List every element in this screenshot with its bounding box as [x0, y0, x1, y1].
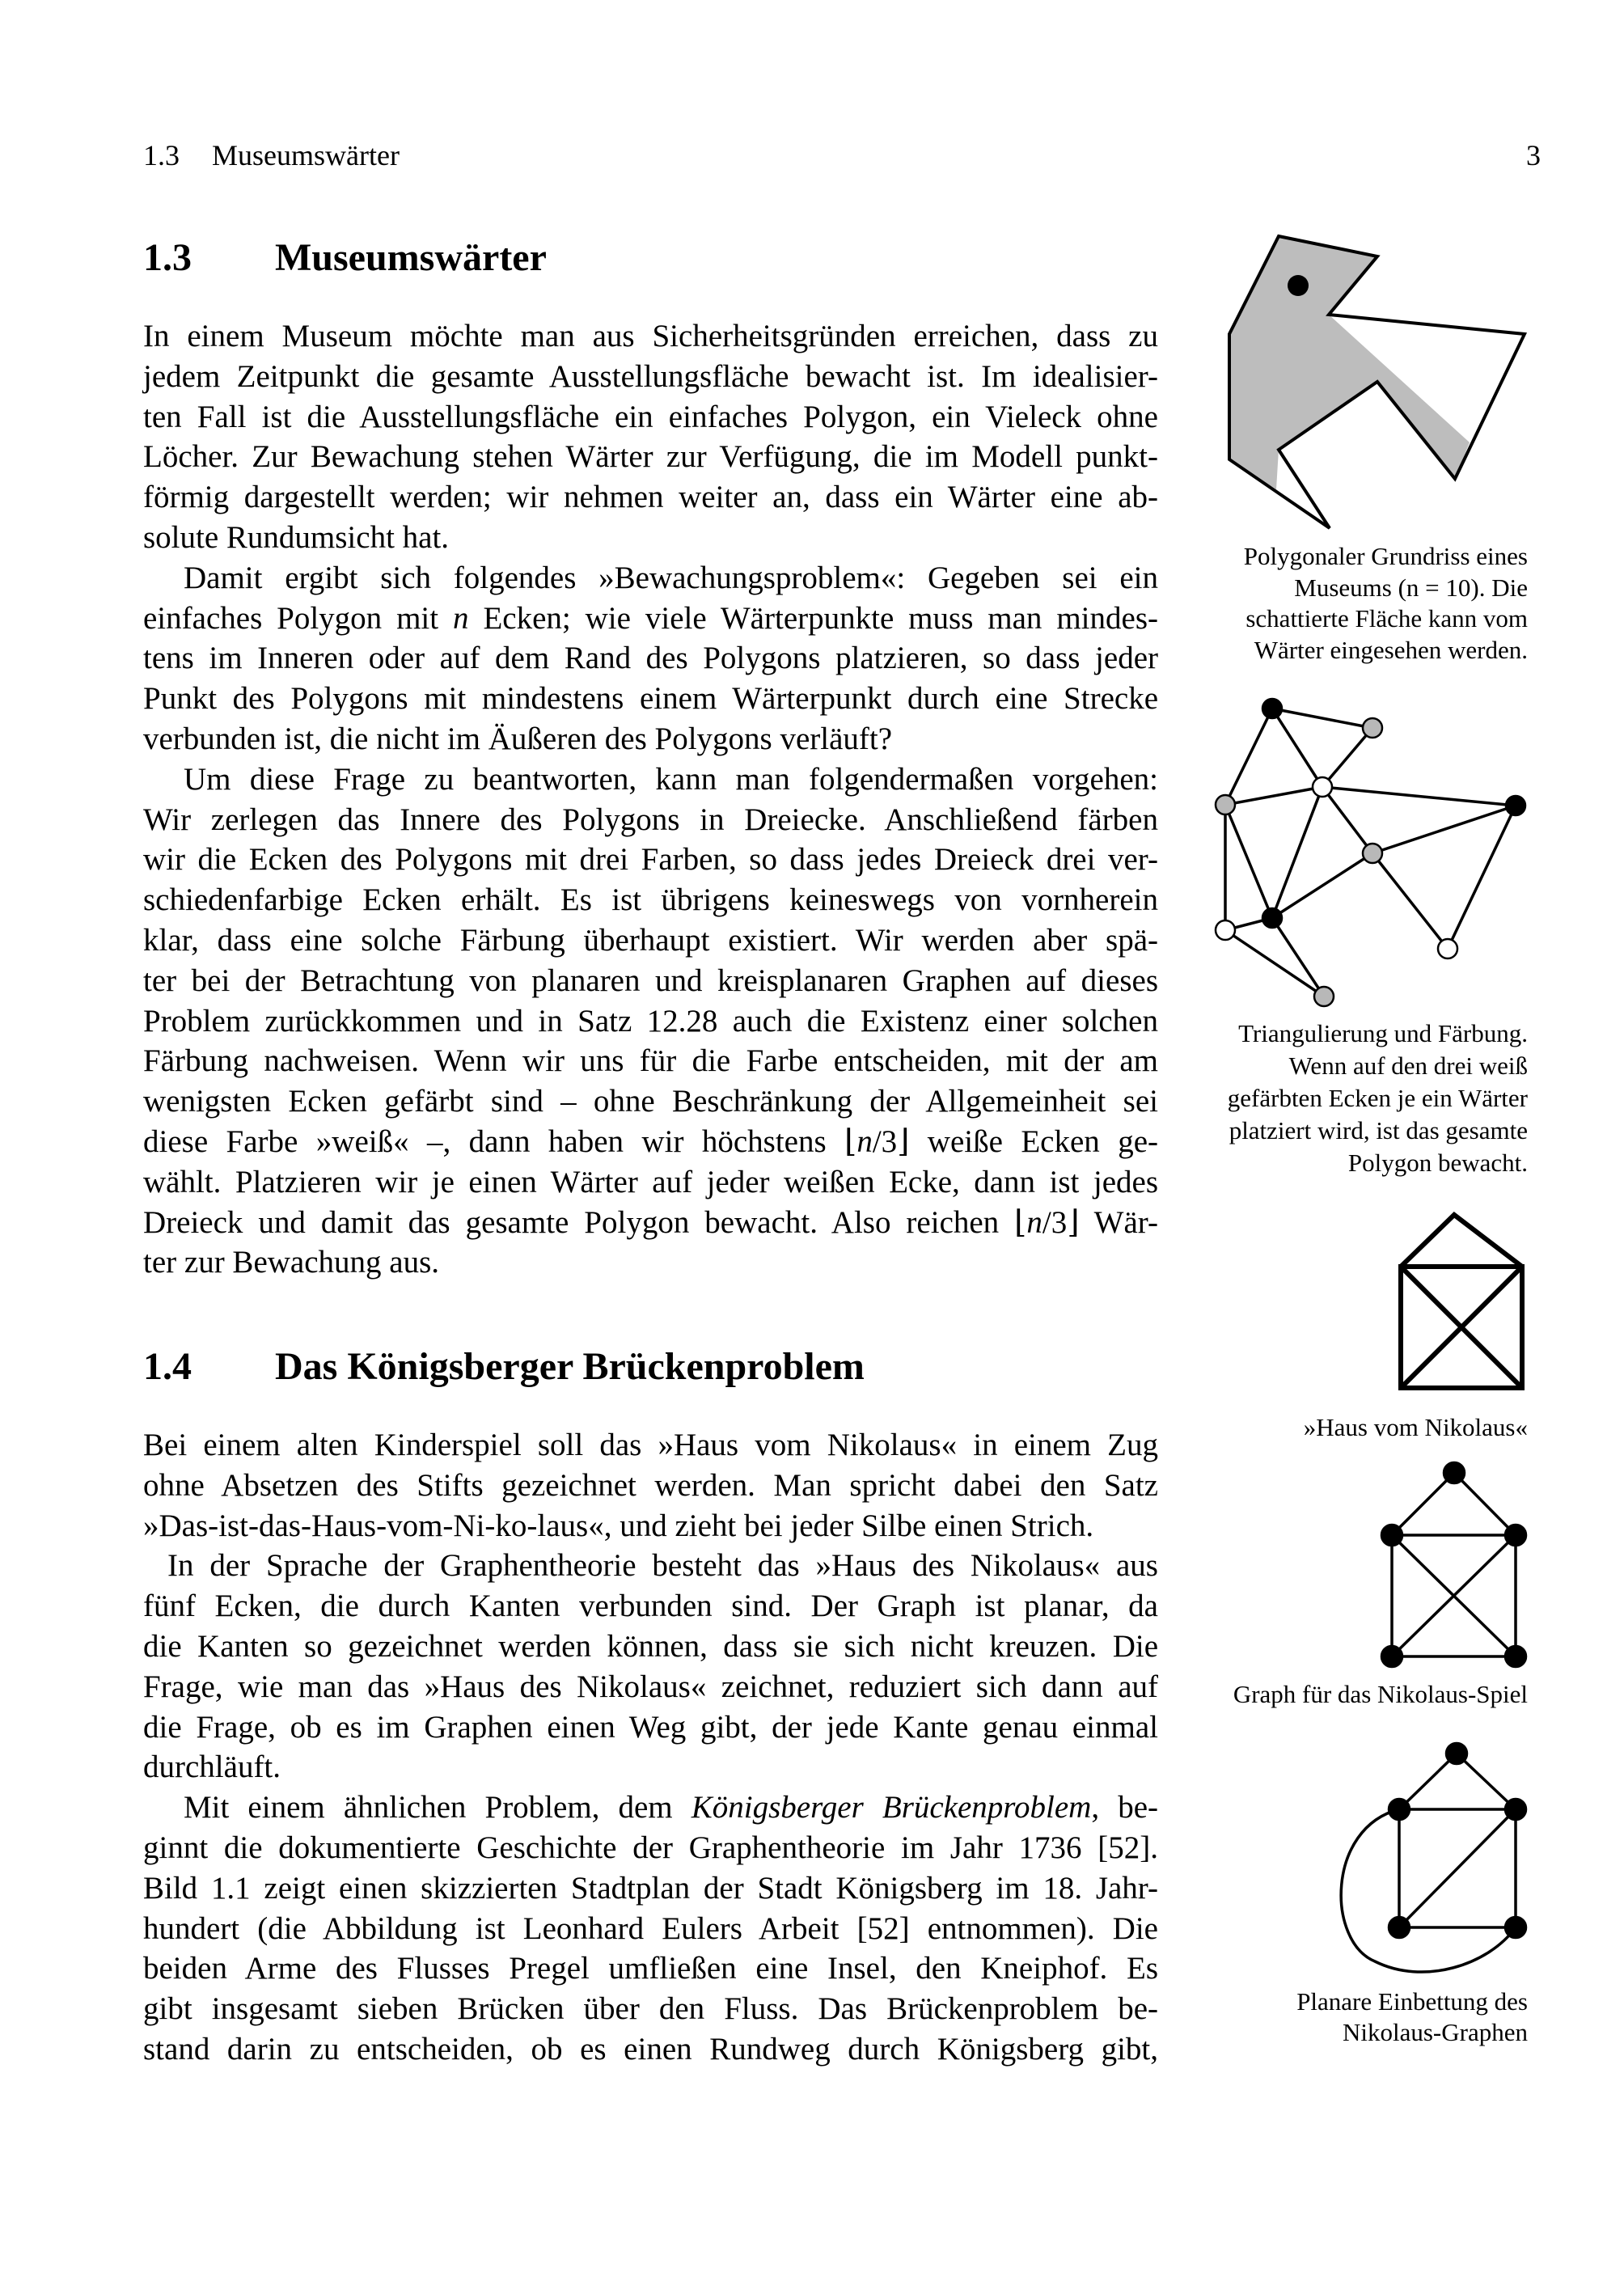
graph-edge — [1272, 709, 1372, 728]
graph-edge — [1392, 1473, 1454, 1535]
text-segment: Problem zurückkommen und in Satz 12.28 auch die Existenz einer solchen — [143, 1003, 1158, 1039]
caption-line: gefärbten Ecken je ein Wärter — [1227, 1084, 1528, 1112]
text-segment: Löcher. Zur Bewachung stehen Wärter zur Verfügung, die im Modell punkt- — [143, 439, 1158, 475]
black-vertex — [1381, 1646, 1402, 1667]
white-vertex — [1438, 939, 1457, 958]
house-caption: »Haus vom Nikolaus« — [1303, 1413, 1528, 1441]
graph-edge — [1272, 787, 1322, 918]
text-segment: ten Fall ist die Ausstellungsfläche ein einfaches Polygon, ein Vieleck ohne — [143, 399, 1158, 434]
black-vertex — [1505, 1917, 1526, 1938]
graph-edge — [1272, 853, 1372, 918]
text-segment: Ecken; wie viele Wärterpunkte muss man mindes- — [468, 600, 1158, 636]
black-vertex — [1506, 796, 1525, 815]
text-segment: einfaches Polygon mit — [143, 600, 454, 636]
text-segment: förmig dargestellt werden; wir nehmen weiter an, dass ein Wärter eine ab- — [143, 480, 1158, 515]
graph-edge — [1372, 806, 1516, 853]
text-segment: fünf Ecken, die durch Kanten verbunden sind. Der Graph ist planar, da — [143, 1589, 1158, 1624]
museum-polygon-figure — [1229, 236, 1525, 528]
text-segment: Damit ergibt sich folgendes »Bewachungsproblem«: Gegeben sei ein — [184, 560, 1158, 595]
house-of-nikolaus-drawing — [1401, 1215, 1522, 1388]
text-segment: Färbung nachweisen. Wenn wir uns für die Farbe entscheiden, mit der am — [143, 1043, 1158, 1079]
graph-edge — [1272, 918, 1324, 996]
caption-line: Triangulierung und Färbung. — [1238, 1019, 1528, 1047]
gray-vertex — [1216, 795, 1235, 814]
caption-line: platziert wird, ist das gesamte — [1229, 1116, 1528, 1144]
caption-line: Nikolaus-Graphen — [1343, 2018, 1528, 2046]
guard-point — [1288, 275, 1309, 296]
page-number: 3 — [1526, 139, 1541, 171]
caption-line: Wärter eingesehen werden. — [1254, 635, 1528, 664]
graph-edge — [1322, 728, 1372, 787]
text-segment: wählt. Platzieren wir je einen Wärter auf jeder weißen Ecke, dann ist jedes — [143, 1164, 1158, 1199]
graph-edge — [1225, 709, 1272, 805]
caption-line: Polygonaler Grundriss eines — [1243, 542, 1528, 570]
section-title-1-3: Museumswärter — [275, 236, 547, 279]
graph-edge — [1225, 805, 1272, 918]
text-segment: Punkt des Polygons mit mindestens einem Wärterpunkt durch eine Strecke — [143, 681, 1158, 717]
text-segment: jedem Zeitpunkt die gesamte Ausstellungsfläche bewacht ist. Im idealisier- — [143, 358, 1158, 394]
white-vertex — [1216, 920, 1235, 940]
text-segment: In einem Museum möchte man aus Sicherheitsgründen erreichen, dass zu — [143, 319, 1158, 353]
text-segment: In der Sprache der Graphentheorie besteht das »Haus des Nikolaus« aus — [167, 1548, 1158, 1584]
text-segment: Bild 1.1 zeigt einen skizzierten Stadtplan der Stadt Königsberg im 18. Jahr- — [143, 1870, 1158, 1906]
house-roof — [1401, 1215, 1522, 1267]
nikolaus-graph-figure — [1381, 1462, 1526, 1667]
running-head-number: 1.3 — [143, 139, 180, 171]
graph-edge — [1399, 1754, 1457, 1809]
text-segment: /3⌋ Wär- — [1042, 1204, 1158, 1240]
text-segment: ginnt die dokumentierte Geschichte der Graphentheorie im Jahr 1736 [52]. — [143, 1830, 1158, 1865]
section-number-1-3: 1.3 — [143, 236, 192, 279]
text-segment: gibt insgesamt sieben Brücken über den Fluss. Das Brückenproblem be- — [143, 1991, 1158, 2027]
italic-text: n — [1026, 1204, 1042, 1240]
text-segment: Bei einem alten Kinderspiel soll das »Haus vom Nikolaus« in einem Zug — [143, 1428, 1158, 1462]
italic-text: Königsberger Brückenproblem — [691, 1790, 1092, 1826]
graph-caption: Graph für das Nikolaus-Spiel — [1233, 1680, 1528, 1708]
text-segment: stand darin zu entscheiden, ob es einen Rundweg durch Königsberg gibt, — [143, 2032, 1158, 2067]
black-vertex — [1505, 1525, 1526, 1546]
text-segment: wir die Ecken des Polygons mit drei Farben, so dass jedes Dreieck drei ver- — [143, 842, 1158, 878]
caption-line: Planare Einbettung des — [1296, 1987, 1528, 2016]
text-segment: die Kanten so gezeichnet werden können, dass sie sich nicht kreuzen. Die — [143, 1629, 1158, 1664]
section-title-1-4: Das Königsberger Brückenproblem — [275, 1345, 865, 1388]
graph-edge — [1322, 787, 1516, 806]
text-segment: /3⌋ weiße Ecken ge- — [872, 1124, 1158, 1159]
text-segment: die Frage, ob es im Graphen einen Weg gibt, der jede Kante genau einmal — [143, 1709, 1158, 1745]
black-vertex — [1505, 1799, 1526, 1820]
black-vertex — [1389, 1799, 1410, 1820]
caption-line: Polygon bewacht. — [1347, 1149, 1528, 1177]
text-segment: klar, dass eine solche Färbung überhaupt existiert. Wir werden aber spä- — [143, 923, 1158, 958]
text-segment: Mit einem ähnlichen Problem, dem — [184, 1790, 691, 1826]
black-vertex — [1505, 1646, 1526, 1667]
graph-edge — [1272, 709, 1322, 787]
caption-line: Museums (n = 10). Die — [1294, 573, 1528, 602]
graph-edge — [1457, 1754, 1516, 1809]
text-segment: durchläuft. — [143, 1749, 281, 1785]
text-segment: tens im Inneren oder auf dem Rand des Polygons platzieren, so dass jeder — [143, 641, 1158, 676]
text-segment: diese Farbe »weiß« –, dann haben wir höchstens ⌊ — [143, 1124, 857, 1159]
text-segment: Um diese Frage zu beantworten, kann man folgendermaßen vorgehen: — [184, 761, 1158, 797]
black-vertex — [1381, 1525, 1402, 1546]
black-vertex — [1389, 1917, 1410, 1938]
graph-edge — [1372, 853, 1448, 949]
text-segment: , be- — [1091, 1790, 1158, 1826]
text-segment: beiden Arme des Flusses Pregel umfließen eine Insel, den Kneiphof. Es — [143, 1951, 1158, 1986]
planar-embedding-figure — [1341, 1743, 1526, 1972]
white-vertex — [1313, 777, 1332, 797]
gray-vertex — [1363, 718, 1382, 738]
text-segment: Frage, wie man das »Haus des Nikolaus« zeichnet, reduziert sich dann auf — [143, 1669, 1158, 1704]
text-segment: »Das-ist-das-Haus-vom-Ni-ko-laus«, und zieht bei jeder Silbe einen Strich. — [143, 1508, 1094, 1543]
text-segment: ohne Absetzen des Stifts gezeichnet werden. Man spricht dabei den Satz — [143, 1467, 1158, 1503]
graph-edge — [1225, 930, 1324, 996]
text-segment: solute Rundumsicht hat. — [143, 520, 450, 555]
text-segment: ter zur Bewachung aus. — [143, 1245, 440, 1280]
running-head-title: Museumswärter — [212, 139, 400, 171]
caption-line: Wenn auf den drei weiß — [1288, 1051, 1528, 1080]
text-segment: Wir zerlegen das Innere des Polygons in Dreiecke. Anschließend färben — [143, 802, 1158, 837]
graph-edge — [1322, 787, 1372, 853]
black-vertex — [1444, 1462, 1465, 1483]
gray-vertex — [1314, 987, 1334, 1006]
graph-edge — [1448, 806, 1516, 949]
graph-edge — [1399, 1809, 1516, 1927]
text-segment: schiedenfarbige Ecken erhält. Es ist übrigens keineswegs von vornherein — [143, 882, 1158, 918]
curved-edge — [1341, 1809, 1516, 1972]
gray-vertex — [1363, 844, 1382, 863]
triangulation-figure — [1216, 699, 1525, 1006]
text-segment: Dreieck und damit das gesamte Polygon bewacht. Also reichen ⌊ — [143, 1204, 1027, 1240]
italic-text: n — [453, 600, 469, 636]
caption-line: schattierte Fläche kann vom — [1245, 604, 1528, 632]
black-vertex — [1446, 1743, 1467, 1764]
graph-edge — [1225, 787, 1322, 805]
graph-edge — [1454, 1473, 1516, 1535]
black-vertex — [1262, 908, 1282, 928]
text-segment: hundert (die Abbildung ist Leonhard Eulers Arbeit [52] entnommen). Die — [143, 1910, 1158, 1946]
text-segment: wenigsten Ecken gefärbt sind – ohne Beschränkung der Allgemeinheit sei — [143, 1084, 1158, 1119]
text-segment: ter bei der Betrachtung von planaren und kreisplanaren Graphen auf dieses — [143, 962, 1158, 998]
italic-text: n — [856, 1124, 873, 1159]
section-number-1-4: 1.4 — [143, 1345, 192, 1388]
text-segment: verbunden ist, die nicht im Äußeren des Polygons verläuft? — [143, 721, 893, 756]
black-vertex — [1262, 699, 1282, 718]
